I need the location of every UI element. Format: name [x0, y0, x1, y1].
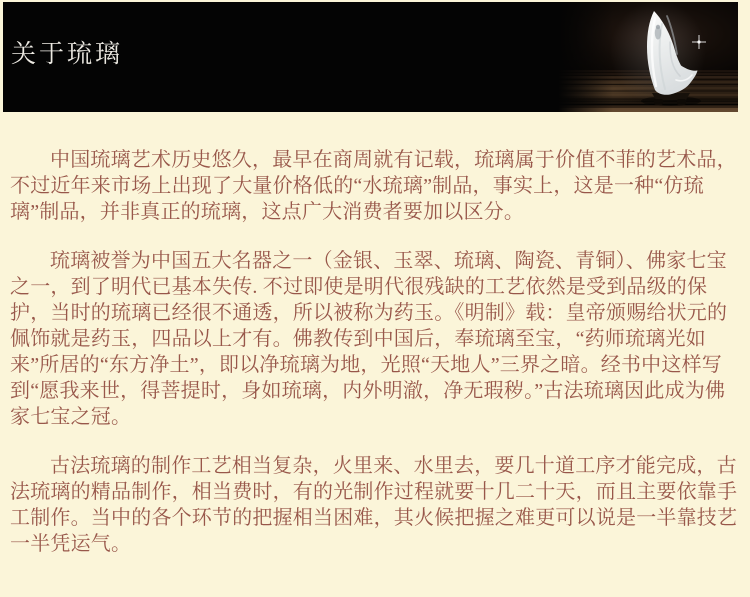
page-title: 关于琉璃: [11, 41, 124, 68]
paragraph-craftsmanship: 古法琉璃的制作工艺相当复杂，火里来、水里去，要几十道工序才能完成，古法琉璃的精品制作，相当费时，有的光制作过程就要十几二十天，而且主要依靠手工制作。当中的各个环节的把握相当困难，其火候把握之难更可以说是一半靠技艺一半凭运气。: [10, 455, 738, 555]
liuli-sculpture-photo: [558, 2, 738, 112]
paragraph-history: 琉璃被誉为中国五大名器之一（金银、玉翠、琉璃、陶瓷、青铜）、佛家七宝之一，到了明代已基本失传. 不过即使是明代很残缺的工艺依然是受到品级的保护，当时的琉璃已经很不通透，所以被称为药玉。《明制》载：皇帝颁赐给状元的佩饰就是药玉，四品以上才有。佛教传到中国后，奉琉璃至宝，“药师琉璃光如来”所居的“东方净土”，即以净琉璃为地，光照“天地人”三界之暗。经书中这样写到“愿我来世，得菩提时，身如琉璃，内外明澈，净无瑕秽。”古法琉璃因此成为佛家七宝之冠。: [10, 250, 728, 428]
paragraph-intro: 中国琉璃艺术历史悠久，最早在商周就有记载，琉璃属于价值不菲的艺术品，不过近年来市场上出现了大量价格低的“水琉璃”制品，事实上，这是一种“仿琉璃”制品，并非真正的琉璃，这点广大消费者要加以区分。: [10, 149, 737, 223]
sculpture-photo-graphic: [558, 2, 738, 112]
content-area: [10, 147, 742, 580]
header-banner: [3, 2, 738, 112]
